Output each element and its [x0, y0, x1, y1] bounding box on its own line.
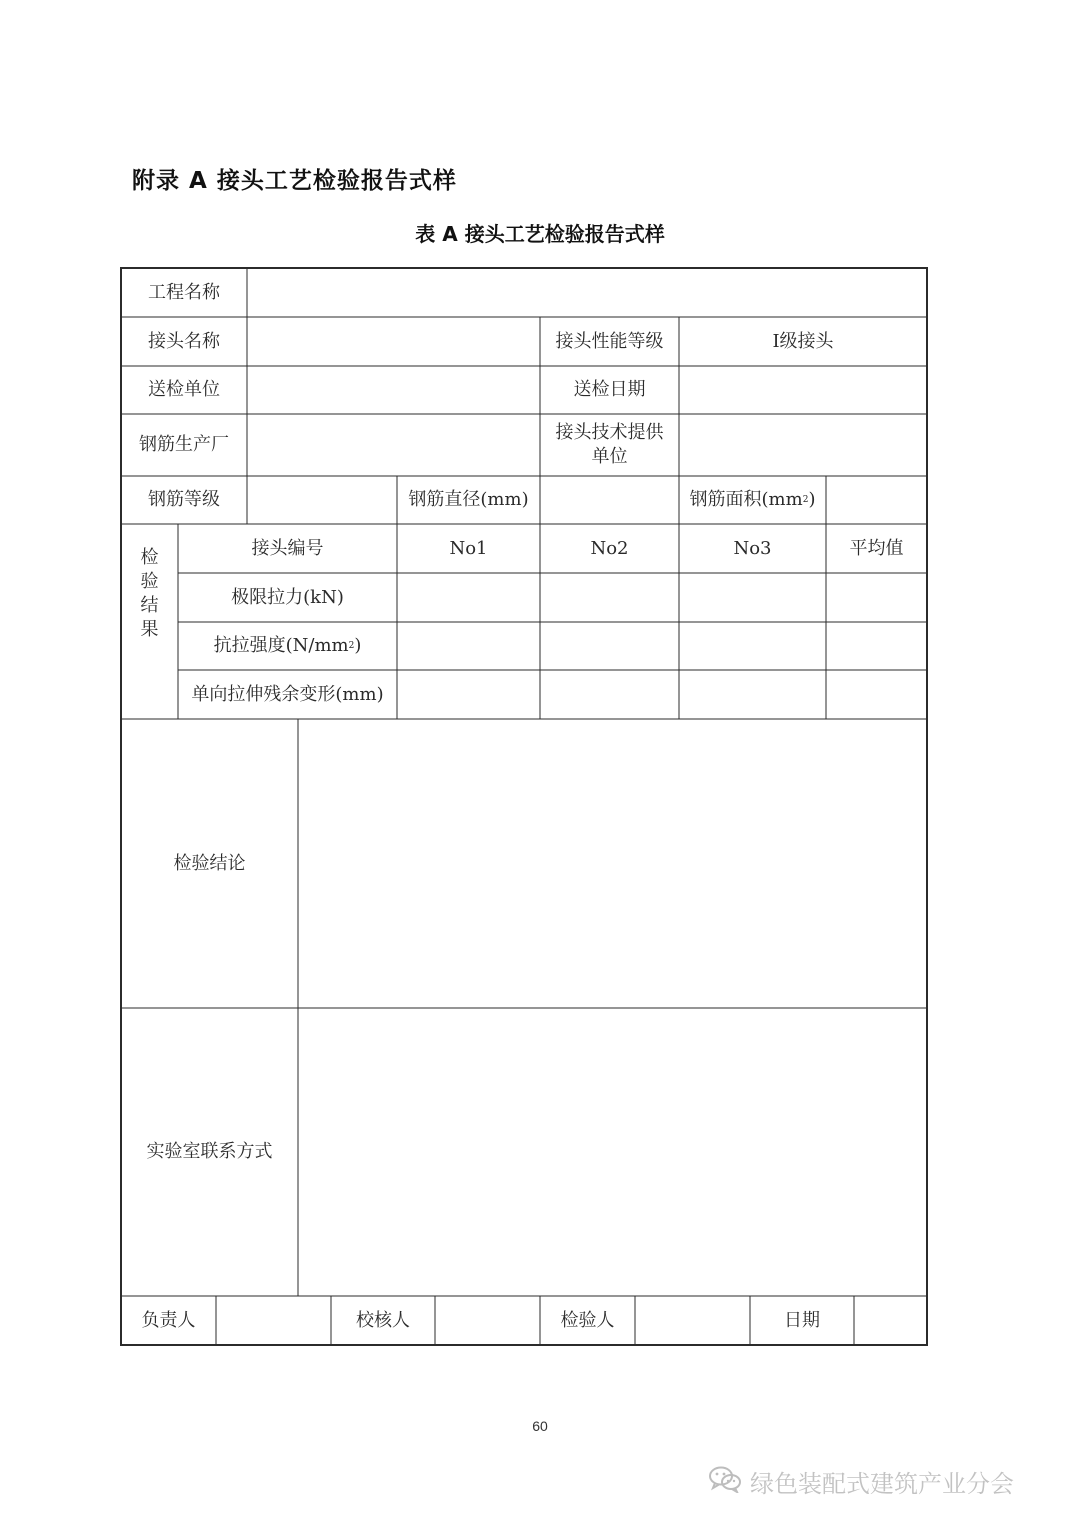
- results-group-char: 验: [140, 571, 159, 592]
- results-group-char: 果: [140, 619, 159, 640]
- col-header-average: 平均值: [849, 537, 904, 559]
- result-cell[interactable]: [826, 670, 927, 719]
- rebar-manufacturer-label: 钢筋生产厂: [139, 434, 229, 455]
- conclusion-label: 检验结论: [173, 852, 246, 874]
- tech-provider-label: [540, 414, 679, 476]
- result-cell[interactable]: [679, 670, 826, 719]
- result-cell[interactable]: [397, 670, 540, 719]
- submission-date-label: 送检日期: [573, 379, 646, 400]
- result-cell[interactable]: [826, 622, 927, 670]
- submitting-unit-field[interactable]: [247, 366, 540, 414]
- submitting-unit-label: 送检单位: [148, 379, 220, 400]
- result-cell[interactable]: [826, 573, 927, 622]
- rebar-diameter-label: 钢筋直径(mm): [408, 489, 529, 510]
- date-field[interactable]: [854, 1296, 927, 1345]
- lab-contact-label: 实验室联系方式: [146, 1141, 273, 1162]
- performance-grade-label: 接头性能等级: [555, 330, 664, 352]
- tech-provider-label-line1: 接头技术提供: [555, 422, 664, 443]
- submission-date-field[interactable]: [679, 366, 927, 414]
- reviewer-label: 校核人: [356, 1309, 410, 1331]
- tensile-strength-suffix: ): [354, 635, 362, 656]
- rebar-manufacturer-field[interactable]: [247, 414, 540, 476]
- responsible-label: 负责人: [141, 1309, 196, 1331]
- inspector-label: 检验人: [560, 1309, 615, 1331]
- rebar-area-label: [679, 476, 826, 524]
- project-name-field[interactable]: [247, 268, 927, 317]
- col-header-no1: No1: [449, 537, 488, 559]
- results-group-label: [121, 524, 178, 719]
- wechat-icon: [708, 1465, 742, 1499]
- tech-provider-field[interactable]: [679, 414, 927, 476]
- result-cell[interactable]: [540, 670, 679, 719]
- appendix-heading: 附录 A 接头工艺检验报告式样: [132, 168, 457, 194]
- watermark: [708, 1464, 1014, 1499]
- joint-name-field[interactable]: [247, 317, 540, 366]
- date-label: 日期: [784, 1309, 820, 1331]
- watermark-text: 绿色装配式建筑产业分会: [750, 1470, 1014, 1498]
- result-cell[interactable]: [540, 573, 679, 622]
- conclusion-field[interactable]: [298, 719, 927, 1008]
- tensile-strength-sup: 2: [348, 641, 355, 651]
- responsible-field[interactable]: [216, 1296, 331, 1345]
- result-cell[interactable]: [679, 622, 826, 670]
- result-cell[interactable]: [540, 622, 679, 670]
- results-group-char: 检: [140, 547, 159, 568]
- project-name-label: 工程名称: [148, 281, 220, 303]
- joint-name-label: 接头名称: [148, 330, 220, 352]
- reviewer-field[interactable]: [435, 1296, 540, 1345]
- col-header-no2: No2: [590, 537, 629, 559]
- lab-contact-field[interactable]: [298, 1008, 927, 1296]
- col-header-joint-number: 接头编号: [251, 537, 324, 559]
- rebar-grade-label: 钢筋等级: [148, 489, 220, 510]
- tensile-strength-prefix: 抗拉强度(N/mm: [213, 635, 349, 656]
- row-tensile-strength-label: [178, 622, 397, 670]
- page-number: 60: [532, 1418, 548, 1434]
- rebar-diameter-field[interactable]: [540, 476, 679, 524]
- rebar-area-label-sup: 2: [802, 495, 809, 505]
- result-cell[interactable]: [397, 573, 540, 622]
- inspector-field[interactable]: [635, 1296, 750, 1345]
- results-group-char: 结: [140, 595, 159, 616]
- rebar-area-field[interactable]: [826, 476, 927, 524]
- table-caption: 表 A 接头工艺检验报告式样: [415, 222, 665, 246]
- rebar-area-label-prefix: 钢筋面积(mm: [689, 489, 803, 510]
- result-cell[interactable]: [679, 573, 826, 622]
- row-ultimate-force-label: 极限拉力(kN): [231, 586, 344, 608]
- rebar-area-label-suffix: ): [808, 489, 816, 510]
- row-residual-deformation-label: 单向拉伸残余变形(mm): [191, 683, 384, 705]
- rebar-grade-field[interactable]: [247, 476, 397, 524]
- tech-provider-label-line2: 单位: [591, 446, 628, 467]
- performance-grade-value: Ⅰ级接头: [772, 330, 834, 352]
- col-header-no3: No3: [733, 537, 772, 559]
- result-cell[interactable]: [397, 622, 540, 670]
